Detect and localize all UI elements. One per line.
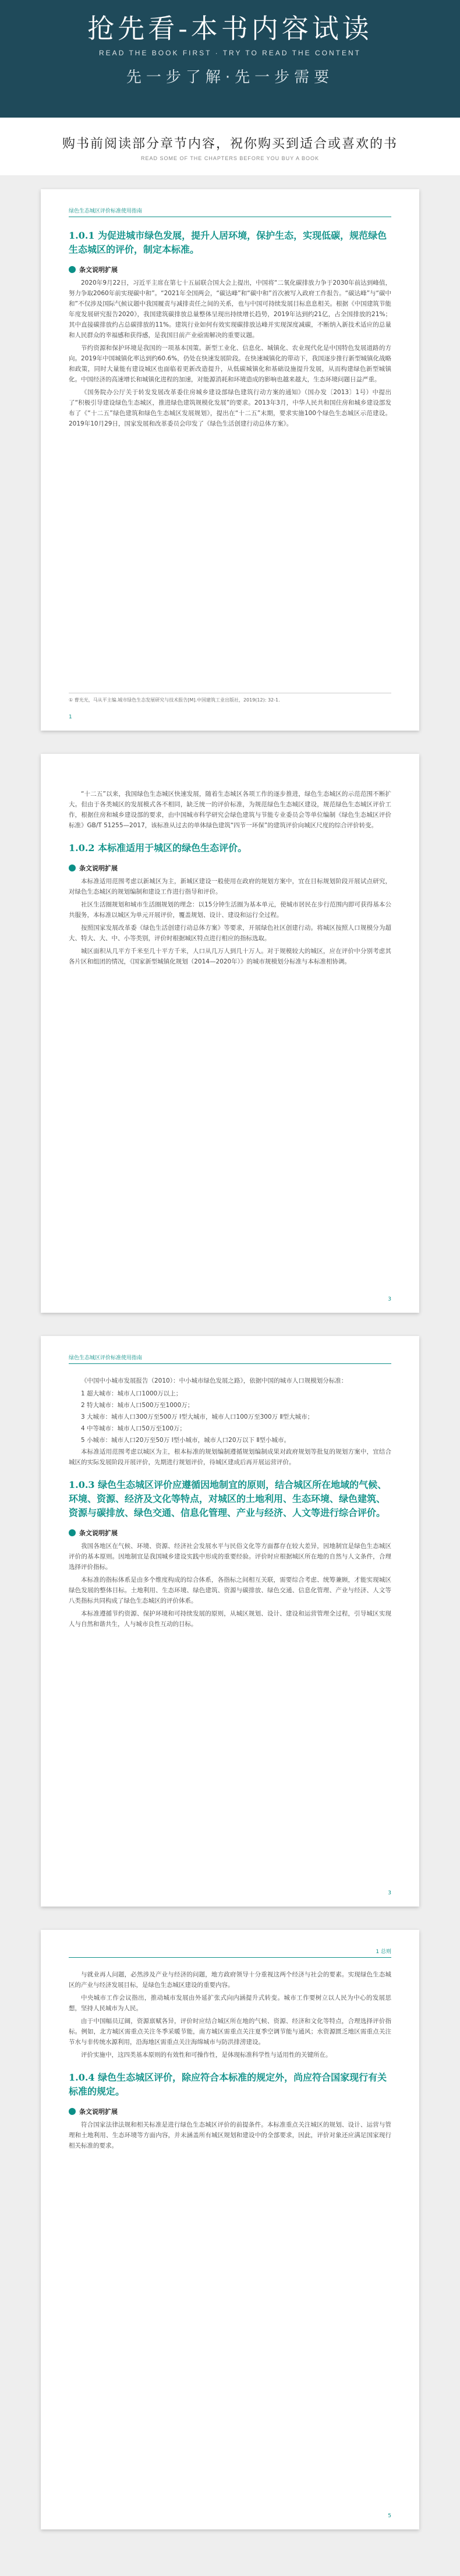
top-banner bbox=[0, 0, 460, 118]
paragraph: 本标准遵循节约资源、保护环境和可持续发展的原则，从城区规划、设计、建设和运营管理全过程，引导城区实现人与自然和谐共生，人与城市良性互动的目标。 bbox=[69, 1610, 391, 1628]
running-header: 绿色生态城区评价标准使用指南 bbox=[69, 1353, 391, 1364]
section-heading: 1.0.2 本标准适用于城区的绿色生态评价。 bbox=[69, 842, 247, 853]
intro bbox=[0, 134, 460, 161]
list-item: 1 超大城市：城市人口1000万以上； bbox=[81, 1390, 182, 1397]
banner-tagline: 先一步了解·先一步需要 bbox=[126, 69, 334, 86]
bullet-icon bbox=[69, 2108, 76, 2115]
paragraph: 2020年9月22日，习近平主席在第七十五届联合国大会上提出，中国将“二氧化碳排放力争于2030年前达到峰值，努力争取2060年前实现碳中和”。“2021年全国两会，“碳达峰”和“碳中和”首次被写入政府工作报告。“碳达峰”与“碳中和”不仅涉及国际气候议题中我国履责与减排责任之间的关系，也与中国可持续发展目标息息相关。根据《中国建筑节能年度发展研究报告2020》，我国建筑碳排放总量整体呈现出持续增长趋势，2019年达到约21亿，占全国排放的21%；其中直接碳排放约占总碳排放的11%。建筑行业如何有效实现碳排放达峰并实现深度减碳，不断纳入新技术适应的总量和人民群众的幸福感和获得感，是我国目前产业亟需解决的重要议题。 bbox=[69, 279, 391, 339]
list-item: 2 特大城市：城市人口500万至1000万； bbox=[81, 1402, 194, 1409]
note-box-label bbox=[69, 863, 391, 873]
bullet-icon bbox=[69, 1529, 76, 1536]
section-heading: 1.0.4 绿色生态城区评价，除应符合本标准的规定外，尚应符合国家现行有关标准的规定。 bbox=[69, 2072, 387, 2097]
paragraph: 节约资源和保护环境是我国的一项基本国策。新型工业化、信息化、城镇化、农业现代化是中国特色发展道路的方向。2019年中国城镇化率达到约60.6%，仍处在快速发展阶段。在快速城镇化的带动下，我国逐步推行新型城镇化战略和政策，同时大量能有建设城区也面临着更新改造提升，从低碳城镇化和基础设施提升发展，从而构建绿色新型城镇化。中国经济的高速增长和城镇化进程的加速，对能源消耗和环境造成的影响也越来越大，生态环境问题日益严重。 bbox=[69, 345, 391, 383]
running-header: 绿色生态城区评价标准使用指南 bbox=[69, 207, 391, 217]
section-heading: 1.0.3 绿色生态城区评价应遵循因地制宜的原则，结合城区所在地域的气候、环境、资源、经济及文化等特点，对城区的土地利用、生态环境、绿色建筑、资源与碳排放、绿色交通、信息化管理、产业与经济、人文等进行综合评价。 bbox=[69, 1479, 387, 1518]
book-page-2 bbox=[41, 754, 419, 1313]
paragraph: 我国各地区在气候、环境、资源、经济社会发展水平与民俗文化等方面都存在较大差异，因地制宜是绿色生态城区评价的基本原则。因地制宜是我国城乡建设实践中形成的重要经验。评价时应根据城区所在地的自然与人文条件，合理选择评价指标。 bbox=[69, 1543, 391, 1571]
paragraph: 中央城市工作会议指出，推动城市发展由外延扩张式向内涵提升式转变。城市工作要树立以人民为中心的发展思想，坚持人民城市为人民。 bbox=[69, 1994, 391, 2012]
paragraph: “十二五”以来，我国绿色生态城区快速发展，随着生态城区各项工作的逐步推进，绿色生态城区的示范范围不断扩大。但由于各类城区的发展模式各不相同，缺乏统一的评价标准，为规范绿色生态城区建设，规范绿色生态城区评价工作，根据住房和城乡建设部的要求，由中国城市科学研究会绿色建筑与节能专业委员会等单位编制《绿色生态城区评价标准》GB/T 51255—2017，该标准从过去的单体绿色建筑“四节一环保”的建筑评价向城区尺度的综合评价转变。 bbox=[69, 791, 391, 829]
paragraph: 按照国家发展改革委《绿色生活创建行动总体方案》等要求，开展绿色社区创建行动。将城区按照人口规模分为超大、特大、大、中、小等类别，评价时根据城区特点进行相应的指标选取。 bbox=[69, 924, 391, 942]
bullet-icon bbox=[69, 266, 76, 273]
bullet-icon bbox=[69, 864, 76, 871]
note-box-label bbox=[69, 2107, 391, 2116]
note-box-text: 条文说明扩展 bbox=[79, 266, 118, 274]
note-box-text: 条文说明扩展 bbox=[79, 1529, 118, 1537]
paragraph: 本标准的指标体系是由多个维度构成的综合体系，各指标之间相互关联，需要综合考虑、统筹兼顾，才能实现城区绿色发展的整体目标。土地利用、生态环境、绿色建筑、资源与碳排放、绿色交通、信息化管理、产业与经济、人文等八类指标共同构成了绿色生态城区的评价体系。 bbox=[69, 1576, 391, 1604]
list-item: 5 小城市：城市人口20万至50万 Ⅰ型小城市，城市人口20万以下 Ⅱ型小城市。 bbox=[81, 1437, 291, 1444]
book-page-1 bbox=[41, 189, 419, 731]
banner-subtitle-en: READ THE BOOK FIRST · TRY TO READ THE CONTENT bbox=[99, 49, 361, 57]
paragraph: 《中国中小城市发展报告（2010）：中小城市绿色发展之路》，依据中国的城市人口规模划分标准： bbox=[81, 1377, 348, 1384]
note-box-text: 条文说明扩展 bbox=[79, 864, 118, 872]
section-heading: 1.0.1 为促进城市绿色发展，提升人居环境，保护生态，实现低碳，规范绿色生态城区的评价，制定本标准。 bbox=[69, 230, 387, 255]
paragraph: 社区生活圈规划和城市生活圈规划的理念：以15分钟生活圈为基本单元，使城市居民在步行范围内即可获得基本公共服务，本标准以城区为单元开展评价，覆盖规划、设计、建设和运行全过程。 bbox=[69, 901, 391, 919]
list-item: 3 大城市：城市人口300万至500万 Ⅰ型大城市，城市人口100万至300万 Ⅱ型大城市； bbox=[81, 1413, 314, 1420]
paragraph: 本标准适用范围考虑以城区为主，根本标准的规划编制遵循规划编制成果对政府规划等批复的规划方案中，宜结合城区的实际发展阶段开展评价，先期进行规划评价，待城区建成后再开展运营评价。 bbox=[69, 1448, 391, 1466]
book-page-3 bbox=[41, 1336, 419, 1907]
book-page-4 bbox=[41, 1930, 419, 2529]
paragraph: 城区面积从几平方千米至几十平方千米，人口从几万人到几十万人。对于规模较大的城区，应在评价中分别考虑其各片区和组团的情况，《国家新型城镇化规划（2014—2020年）》的城市规模划分标准与本标准相协调。 bbox=[69, 948, 391, 965]
note-box-label bbox=[69, 265, 391, 274]
intro-text: 购书前阅读部分章节内容，祝你购买到适合或喜欢的书 bbox=[62, 137, 398, 151]
note-box-label bbox=[69, 1528, 391, 1537]
paragraph: 本标准适用范围考虑以新城区为主，新城区建设一般使用在政府的规划方案中，宜在目标规划阶段开展试点研究，对绿色生态城区的规划编制和建设工作进行指导和评价。 bbox=[69, 878, 391, 895]
paragraph: 与就业再人问题，必然涉及产业与经济的问题，地方政府领导十分重视这两个经济与社会的要素。实现绿色生态城区的产业与经济发展目标，是绿色生态城区建设的重要内容。 bbox=[69, 1971, 391, 1989]
footnote: ① 曹光光，马从平主编.城市绿色生态发展研究与技术报告[M].中国建筑工业出版社，2019(12): 32-1. bbox=[69, 693, 391, 704]
page-number: 1 bbox=[69, 714, 72, 720]
paragraph: 符合国家法律法规和相关标准是进行绿色生态城区评价的前提条件。本标准重点关注城区的规划、设计、运营与管理和土地利用、生态环境等方面内容，并未涵盖所有城区规划和建设中的全部要求，因此，评价对象还应满足国家现行相关标准的要求。 bbox=[69, 2121, 391, 2149]
page-number: 3 bbox=[388, 1890, 391, 1896]
paragraph: 评价实施中，这四类基本原则的有效性和可操作性，是体现标准科学性与适用性的关键所在。 bbox=[81, 2051, 332, 2058]
preview-area bbox=[0, 175, 460, 2576]
paragraph: 由于中国幅员辽阔，资源禀赋各异，评价时应结合城区所在地的气候、资源、经济和文化等特点，合理选择评价指标。例如，北方城区需重点关注冬季采暖节能，南方城区需重点关注夏季空调节能与通风；水资源匮乏地区需重点关注节水与非传统水源利用，沿海地区需重点关注海绵城市与防洪排涝建设。 bbox=[69, 2018, 391, 2046]
running-header: 1 总则 bbox=[69, 1947, 391, 1958]
page-number: 5 bbox=[388, 2513, 391, 2519]
intro-text-en: READ SOME OF THE CHAPTERS BEFORE YOU BUY A BOOK bbox=[140, 155, 320, 161]
paragraph: 《国务院办公厅关于转发发展改革委住房城乡建设部绿色建筑行动方案的通知》（国办发〔2013〕1号）中提出了“积极引导建设绿色生态城区，推进绿色建筑规模化发展”的要求。2013年3月，中华人民共和国住房和城乡建设部发布了《“十二五”绿色建筑和绿色生态城区发展规划》，提出在“十二五”末期，要求实施100个绿色生态城区示范建设。2019年10月29日，国家发展和改革委员会印发了《绿色生活创建行动总体方案》。 bbox=[69, 389, 391, 427]
list-item: 4 中等城市：城市人口50万至100万； bbox=[81, 1425, 186, 1432]
banner-title: 抢先看-本书内容试读 bbox=[87, 13, 373, 44]
note-box-text: 条文说明扩展 bbox=[79, 2108, 118, 2116]
page-number: 3 bbox=[388, 1296, 391, 1302]
